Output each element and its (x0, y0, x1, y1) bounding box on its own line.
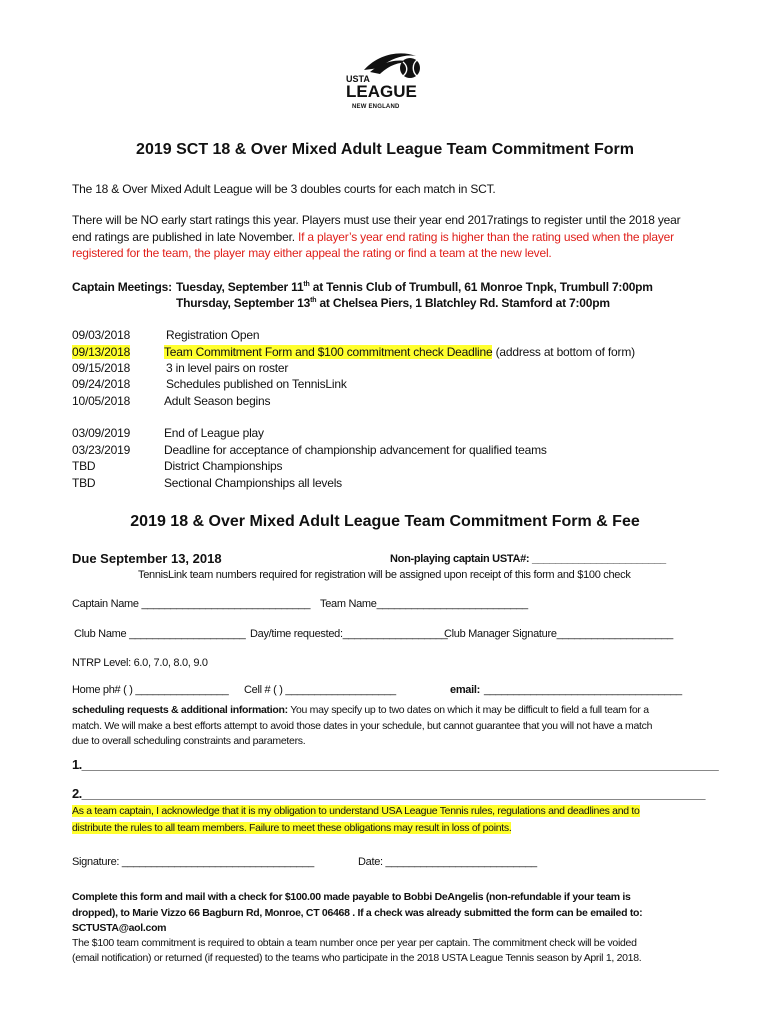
tennislink-note: TennisLink team numbers required for registration will be assigned upon receipt of this form and $100 check (138, 569, 631, 581)
schedule-date: TBD (72, 459, 96, 473)
schedule-date: TBD (72, 476, 96, 490)
schedule-date: 09/24/2018 (72, 377, 131, 391)
email-field[interactable]: __________________________________ (484, 684, 682, 696)
footer-line-2: (email notification) or returned (if requested) to the teams who participate in the 2018 USTA League Tennis season by April 1, 2018. (72, 952, 642, 964)
scheduling-requests-line-1 (72, 704, 649, 716)
schedule-desc: Schedules published on TennisLink (166, 377, 347, 391)
acknowledgement-highlight-1: As a team captain, I acknowledge that it is my obligation to understand USA League Tennis rules, regulations and deadlines and to (72, 805, 640, 817)
schedule-date: 03/09/2019 (72, 426, 131, 440)
captain-meeting-1 (176, 280, 653, 294)
ntrp-levels: NTRP Level: 6.0, 7.0, 8.0, 9.0 (72, 657, 208, 669)
meeting-2-date: Thursday, September 13 (176, 296, 311, 310)
schedule-desc: Sectional Championships all levels (164, 476, 342, 490)
due-date: Due September 13, 2018 (72, 551, 222, 566)
schedule-desc: Adult Season begins (164, 394, 271, 408)
club-name-field[interactable]: Club Name ____________________ (74, 628, 246, 640)
deadline-highlight: Team Commitment Form and $100 commitment check Deadline (164, 345, 493, 359)
acknowledgement-line-2 (72, 822, 511, 834)
request-date-1-line[interactable]: 1.________________________________________________________________________________________________ (72, 757, 719, 772)
schedule-desc: Deadline for acceptance of championship advancement for qualified teams (164, 443, 547, 457)
schedule-desc: End of League play (164, 426, 264, 440)
schedule-desc: District Championships (164, 459, 283, 473)
club-manager-signature-field[interactable]: Club Manager Signature____________________ (444, 628, 673, 640)
daytime-requested-field[interactable]: Day/time requested:__________________ (250, 628, 448, 640)
meeting-1-sup: th (303, 281, 310, 288)
team-name-field[interactable]: Team Name__________________________ (320, 598, 528, 610)
schedule-desc-deadline (164, 345, 635, 359)
mail-instructions-line-2: dropped), to Marie Vizzo 66 Bagburn Rd, Monroe, CT 06468 . If a check was already submitted the form can be emailed to: (72, 907, 643, 919)
acknowledgement-line-1 (72, 805, 640, 817)
section-title-fee: 2019 18 & Over Mixed Adult League Team Commitment Form & Fee (130, 513, 640, 530)
schedule-desc: Registration Open (166, 328, 260, 342)
meeting-2-location: at Chelsea Piers, 1 Blatchley Rd. Stamford at 7:00pm (316, 296, 610, 310)
ratings-line-3: registered for the team, the player may either appeal the rating or find a team at the new level. (72, 246, 552, 260)
usta-league-logo (330, 48, 440, 114)
meeting-2-sup: th (310, 297, 317, 304)
page-title: 2019 SCT 18 & Over Mixed Adult League Team Commitment Form (136, 141, 634, 158)
schedule-date: 09/15/2018 (72, 361, 131, 375)
schedule-desc: 3 in level pairs on roster (166, 361, 289, 375)
signature-field[interactable]: Signature: _________________________________ (72, 856, 314, 868)
schedule-date: 09/03/2018 (72, 328, 131, 342)
logo-usta-text: USTA (346, 74, 370, 84)
mail-instructions-line-1: Complete this form and mail with a check for $100.00 made payable to Bobbi DeAngelis (non-refundable if your team is (72, 891, 631, 903)
ratings-line-1: There will be NO early start ratings this year. Players must use their year end 2017ratings to register until the 2018 year (72, 213, 681, 227)
ratings-line-2-black: end ratings are published in late November. (72, 230, 295, 244)
captain-name-field[interactable]: Captain Name _____________________________ (72, 598, 311, 610)
date-field[interactable]: Date: __________________________ (358, 856, 537, 868)
intro-text: The 18 & Over Mixed Adult League will be 3 doubles courts for each match in SCT. (72, 182, 496, 196)
deadline-address-note: (address at bottom of form) (492, 345, 635, 359)
footer-line-1: The $100 team commitment is required to obtain a team number once per year per captain. The commitment check will be voided (72, 937, 637, 949)
meeting-1-date: Tuesday, September 11 (176, 280, 304, 294)
schedule-date: 10/05/2018 (72, 394, 131, 408)
schedule-date-highlighted: 09/13/2018 (72, 345, 131, 359)
meeting-1-location: at Tennis Club of Trumbull, 61 Monroe Tnpk, Trumbull 7:00pm (309, 280, 653, 294)
scheduling-requests-label: scheduling requests & additional information: (72, 704, 288, 716)
logo-league-text: LEAGUE (346, 82, 417, 101)
ratings-line-2-red: If a player’s year end rating is higher than the rating used when the player (298, 230, 674, 244)
home-phone-field[interactable]: Home ph# ( ) ________________ (72, 684, 229, 696)
logo-region: NEW ENGLAND (352, 104, 400, 110)
captain-meetings-label: Captain Meetings: (72, 280, 172, 294)
scheduling-requests-text: You may specify up to two dates on which it may be difficult to field a full team for a (287, 704, 649, 716)
contact-email[interactable]: SCTUSTA@aol.com (72, 922, 167, 934)
captain-meeting-2 (176, 296, 610, 310)
ratings-line-2 (72, 230, 674, 244)
scheduling-requests-line-3: due to overall scheduling constraints and parameters. (72, 735, 306, 747)
schedule-date: 03/23/2019 (72, 443, 131, 457)
nonplaying-captain-field[interactable]: Non-playing captain USTA#: _______________________ (390, 553, 666, 565)
request-date-2-line[interactable]: 2.______________________________________________________________________________________________ (72, 786, 705, 801)
acknowledgement-highlight-2: distribute the rules to all team members. Failure to meet these obligations may result in loss of points. (72, 822, 512, 834)
email-label: email: (450, 684, 480, 696)
cell-phone-field[interactable]: Cell # ( ) ___________________ (244, 684, 396, 696)
scheduling-requests-line-2: match. We will make a best efforts attempt to avoid those dates in your schedule, but cannot guarantee that you will not have a match (72, 720, 653, 732)
